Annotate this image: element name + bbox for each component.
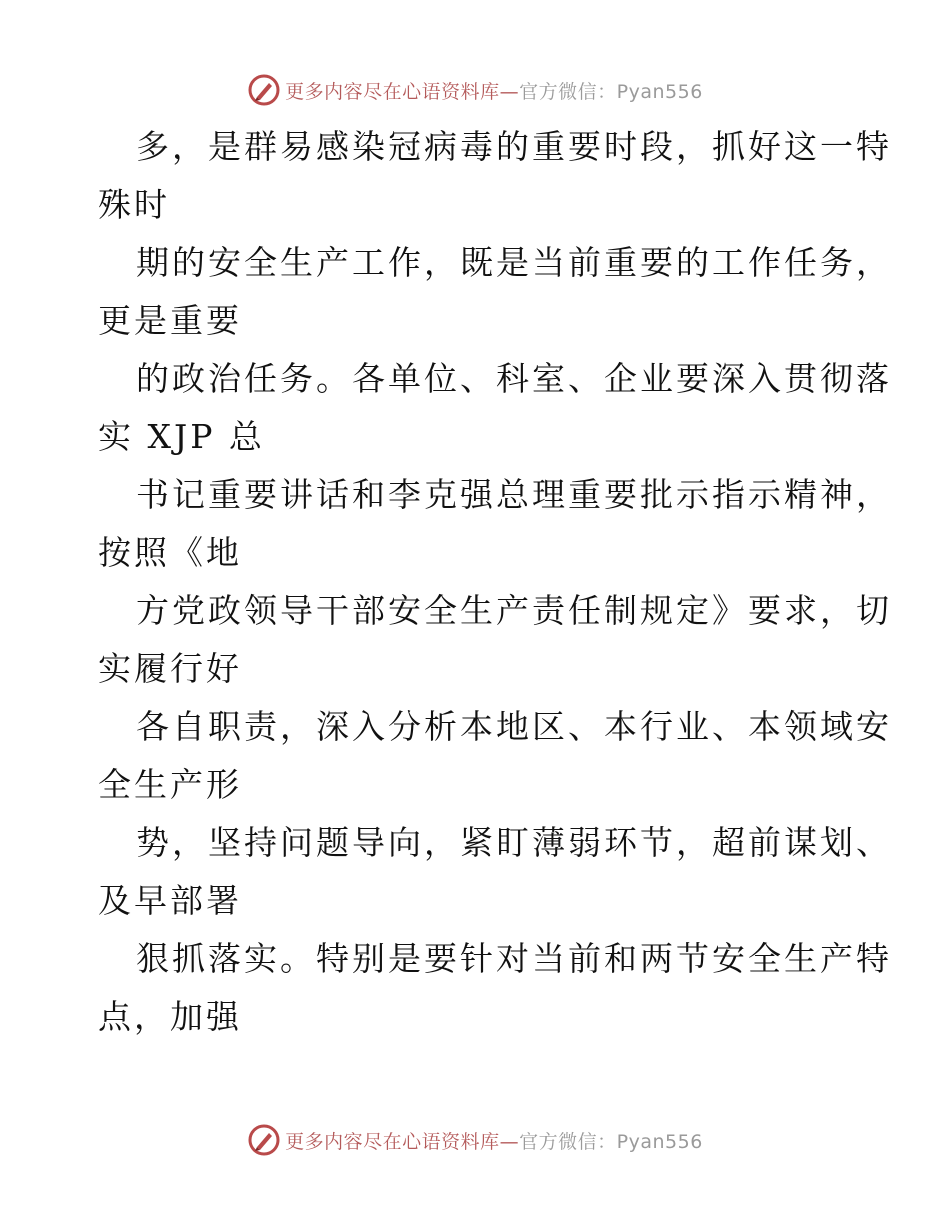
paragraph-line: 及早部署 xyxy=(98,881,242,920)
paragraph-line: 更是重要 xyxy=(98,301,242,340)
paragraph xyxy=(98,466,892,582)
paragraph xyxy=(98,234,892,350)
pen-logo-icon xyxy=(247,1123,281,1157)
watermark-text xyxy=(285,1127,703,1154)
paragraph-line: 实 XJP 总 xyxy=(98,417,265,456)
paragraph-line: 期的安全生产工作，既是当前重要的工作任务， xyxy=(136,243,892,282)
paragraph-line: 的政治任务。各单位、科室、企业要深入贯彻落 xyxy=(136,359,892,398)
paragraph-line: 多，是群易感染冠病毒的重要时段，抓好这一特 xyxy=(136,127,892,166)
paragraph-line: 按照《地 xyxy=(98,533,242,572)
paragraph-line: 狠抓落实。特别是要针对当前和两节安全生产特 xyxy=(136,939,892,978)
paragraph-line: 方党政领导干部安全生产责任制规定》要求，切 xyxy=(136,591,892,630)
document-body xyxy=(98,118,892,1046)
watermark-site: 更多内容尽在心语资料库— xyxy=(285,1130,520,1153)
watermark-wechat: 官方微信：Pyan556 xyxy=(519,80,703,103)
header-watermark xyxy=(0,70,950,110)
pen-logo-icon xyxy=(247,73,281,107)
paragraph-line: 实履行好 xyxy=(98,649,242,688)
paragraph xyxy=(98,118,892,234)
paragraph-line: 各自职责，深入分析本地区、本行业、本领域安 xyxy=(136,707,892,746)
watermark-text xyxy=(285,77,703,104)
paragraph-line: 书记重要讲话和李克强总理重要批示指示精神， xyxy=(136,475,892,514)
paragraph xyxy=(98,350,892,466)
paragraph xyxy=(98,582,892,698)
paragraph xyxy=(98,930,892,1046)
paragraph xyxy=(98,698,892,814)
paragraph-line: 殊时 xyxy=(98,185,170,224)
paragraph-line: 全生产形 xyxy=(98,765,242,804)
paragraph-line: 势，坚持问题导向，紧盯薄弱环节，超前谋划、 xyxy=(136,823,892,862)
watermark-site: 更多内容尽在心语资料库— xyxy=(285,80,520,103)
watermark-wechat: 官方微信：Pyan556 xyxy=(519,1130,703,1153)
footer-watermark xyxy=(0,1120,950,1160)
paragraph xyxy=(98,814,892,930)
paragraph-line: 点，加强 xyxy=(98,997,242,1036)
